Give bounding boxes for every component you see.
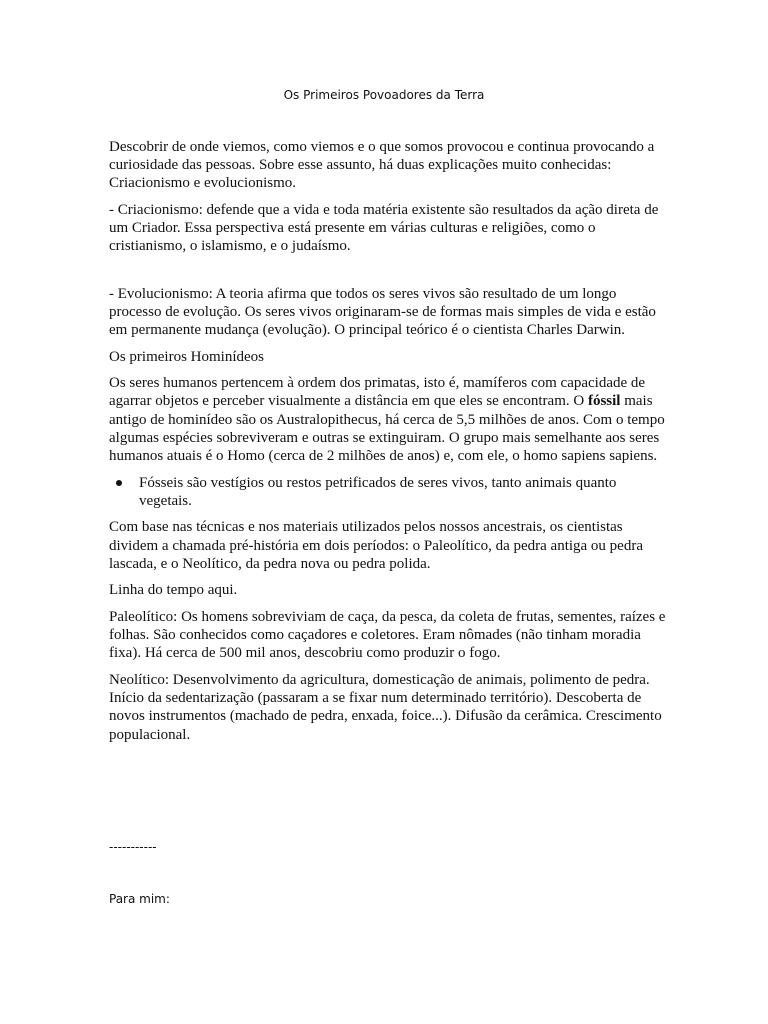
list-item — [139, 474, 669, 510]
document-title: Os Primeiros Povoadores da Terra — [283, 88, 485, 102]
fossil-bold-word: fóssil — [587, 393, 621, 410]
paleolitico-paragraph: Paleolítico: Os homens sobreviviam de caça, da pesca, da coleta de frutas, sementes, raízes e folhas. São conhecidos como caçadores e coletores. Eram nômades (não tinham moradia fixa). Há cerca de 500 mil anos, descobriu como produzir o fogo. — [109, 609, 666, 662]
bullet-fosseis-text: Fósseis são vestígios ou restos petrificados de seres vivos, tanto animais quanto vegetais. — [139, 474, 617, 509]
periodos-paragraph: Com base nas técnicas e nos materiais utilizados pelos nossos ancestrais, os cientistas dividem a chamada pré-história em dois períodos: o Paleolítico, da pedra antiga ou pedra lascada, e o Neolítico, da pedra nova ou pedra polida. — [109, 519, 643, 572]
neolitico-paragraph: Neolítico: Desenvolvimento da agricultura, domesticação de animais, polimento de pedra. Início da sedentarização (passaram a se fixar num determinado território). Descoberta de novos instrumentos (machado de pedra, enxada, foice...). Difusão da cerâmica. Crescimento populacional. — [109, 672, 662, 743]
para-mim-label: Para mim: — [109, 892, 170, 906]
hominideos-paragraph — [109, 374, 669, 465]
bullet-list — [109, 474, 669, 510]
evolucionismo-paragraph: - Evolucionismo: A teoria afirma que todos os seres vivos são resultado de um longo processo de evolução. Os seres vivos originaram-se de formas mais simples de vida e estão em permanente mudança (evolução). O principal teórico é o cientista Charles Darwin. — [109, 285, 656, 339]
hominideos-text-1: Os seres humanos pertencem à ordem dos primatas, isto é, mamíferos com capacidade de agarrar objetos e perceber visualmente a distância em que eles se encontram. O — [109, 375, 646, 410]
hominideos-heading: Os primeiros Hominídeos — [109, 348, 264, 365]
criacionismo-paragraph: - Criacionismo: defende que a vida e toda matéria existente são resultados da ação direta de um Criador. Essa perspectiva está presente em várias culturas e religiões, como o cristianismo, o islamismo, e o judaísmo. — [109, 202, 659, 255]
separator-dashes: ----------- — [109, 840, 157, 854]
intro-paragraph: Descobrir de onde viemos, como viemos e o que somos provocou e continua provocando a curiosidade das pessoas. Sobre esse assunto, há duas explicações muito conhecidas: Criacionismo e evolucionismo. — [109, 139, 655, 192]
linha-tempo-paragraph: Linha do tempo aqui. — [109, 582, 238, 599]
hominideos-text-2: mais antigo de hominídeo são os Australopithecus, há cerca de 5,5 milhões de anos. Com o tempo algumas espécies sobreviveram e outras se extinguiram. O grupo mais semelhante aos seres humanos atuais é o Homo (cerca de 2 milhões de anos) e, com ele, o homo sapiens sapiens. — [109, 393, 665, 465]
document-body — [109, 138, 669, 752]
bullet-icon — [116, 480, 122, 486]
